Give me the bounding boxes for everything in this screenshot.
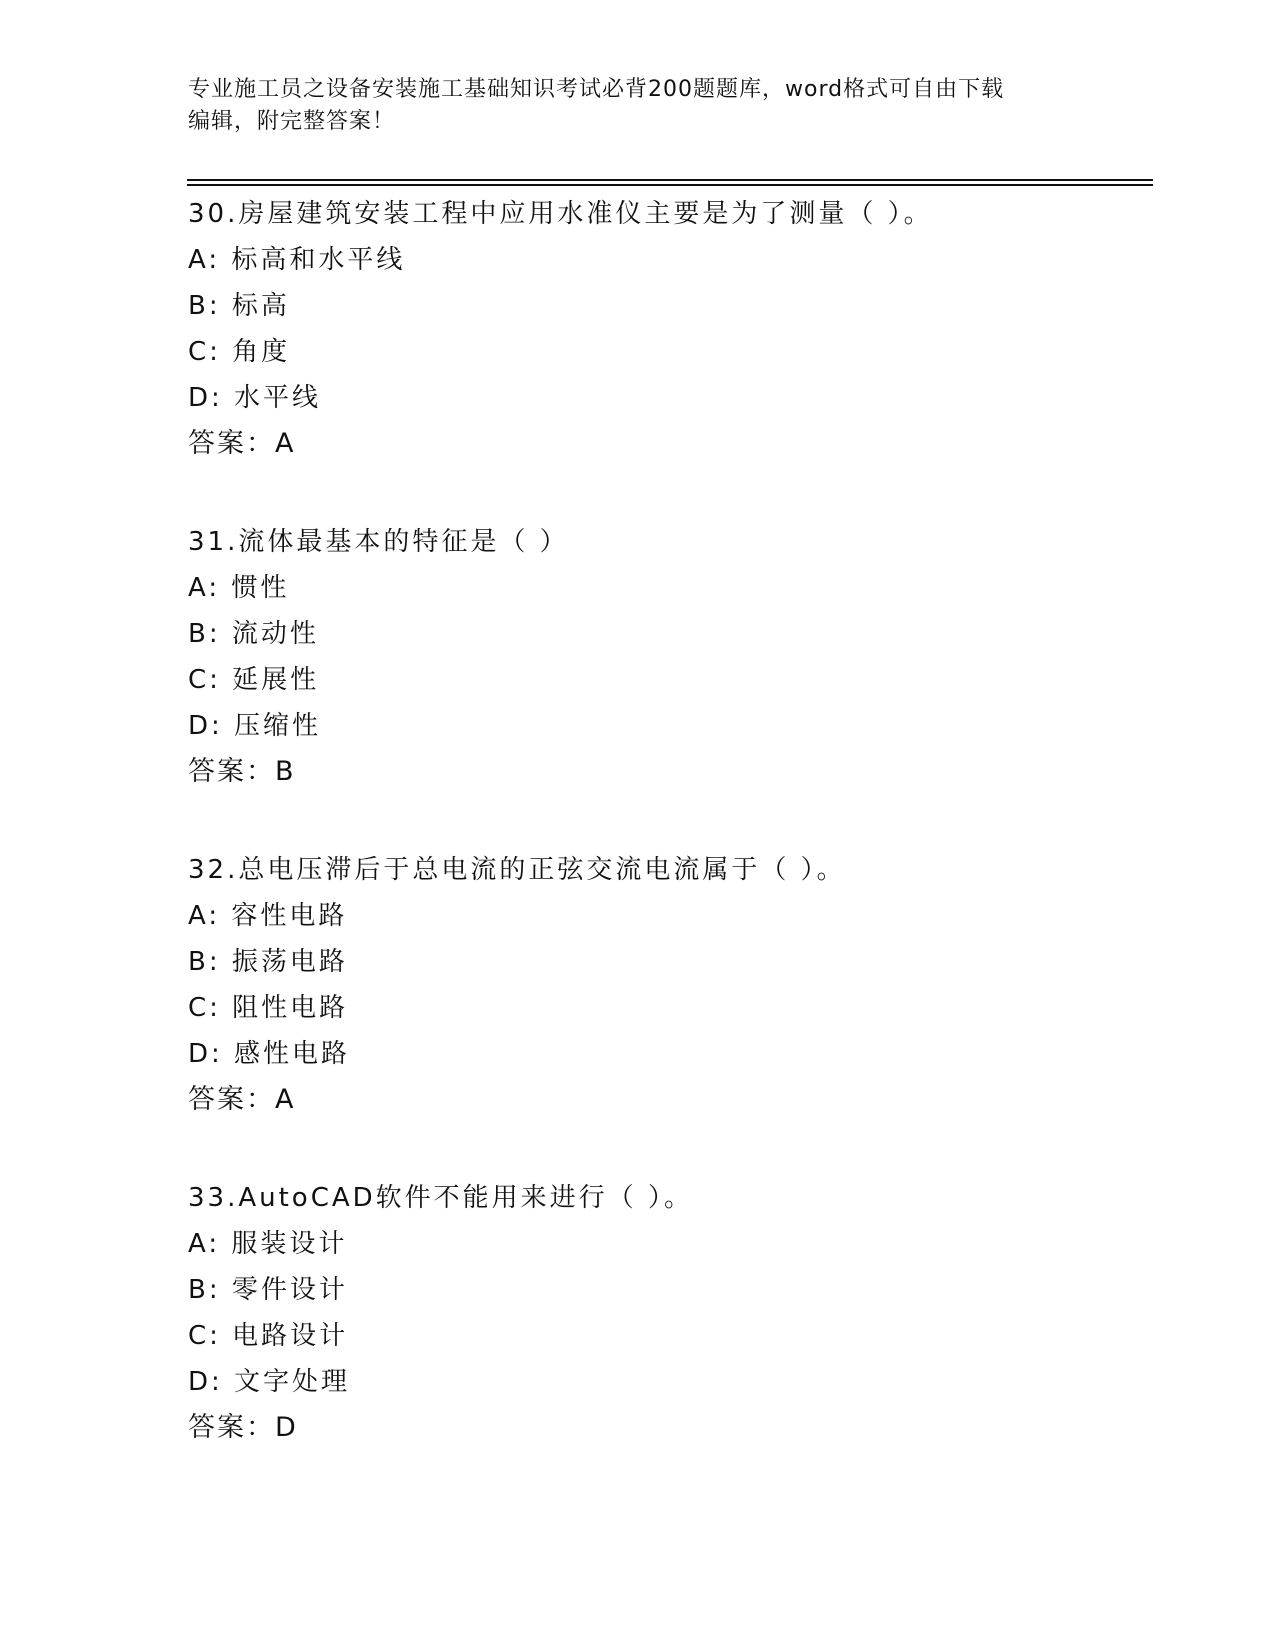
header-divider-bottom: [187, 184, 1153, 186]
option-b: B: 标高: [188, 291, 290, 321]
question-32: [188, 847, 1148, 1123]
option-c: C: 阻性电路: [188, 993, 349, 1023]
question-stem: 33.AutoCAD软件不能用来进行（ ）。: [188, 1183, 693, 1213]
option-c: C: 延展性: [188, 665, 320, 695]
question-31: [188, 519, 1148, 795]
option-b: B: 零件设计: [188, 1275, 348, 1305]
option-b: B: 振荡电路: [188, 947, 348, 977]
header-divider-top: [187, 179, 1153, 181]
question-stem: 30.房屋建筑安装工程中应用水准仪主要是为了测量（ ）。: [188, 199, 933, 229]
question-list: [188, 191, 1148, 1503]
question-33: [188, 1175, 1148, 1451]
answer-line: 答案：A: [188, 1084, 296, 1115]
option-d: D: 水平线: [188, 383, 322, 413]
option-c: C: 角度: [188, 337, 291, 367]
option-a: A: 容性电路: [188, 901, 348, 931]
answer-line: 答案：A: [188, 428, 296, 459]
option-d: D: 文字处理: [188, 1367, 351, 1397]
option-b: B: 流动性: [188, 619, 319, 649]
question-30: [188, 191, 1148, 467]
header-line-2: 编辑，附完整答案！: [188, 109, 396, 134]
answer-line: 答案：B: [188, 756, 296, 787]
option-a: A: 惯性: [188, 573, 290, 603]
header-line-1: 专业施工员之设备安装施工基础知识考试必背200题题库，word格式可自由下载: [188, 77, 1005, 102]
question-stem: 31.流体最基本的特征是（ ）: [188, 527, 569, 557]
option-c: C: 电路设计: [188, 1321, 349, 1351]
answer-line: 答案：D: [188, 1412, 298, 1443]
question-stem: 32.总电压滞后于总电流的正弦交流电流属于（ ）。: [188, 855, 846, 885]
option-a: A: 标高和水平线: [188, 245, 406, 275]
option-d: D: 感性电路: [188, 1039, 351, 1069]
option-d: D: 压缩性: [188, 711, 322, 741]
option-a: A: 服装设计: [188, 1229, 348, 1259]
document-header: [188, 74, 1088, 138]
